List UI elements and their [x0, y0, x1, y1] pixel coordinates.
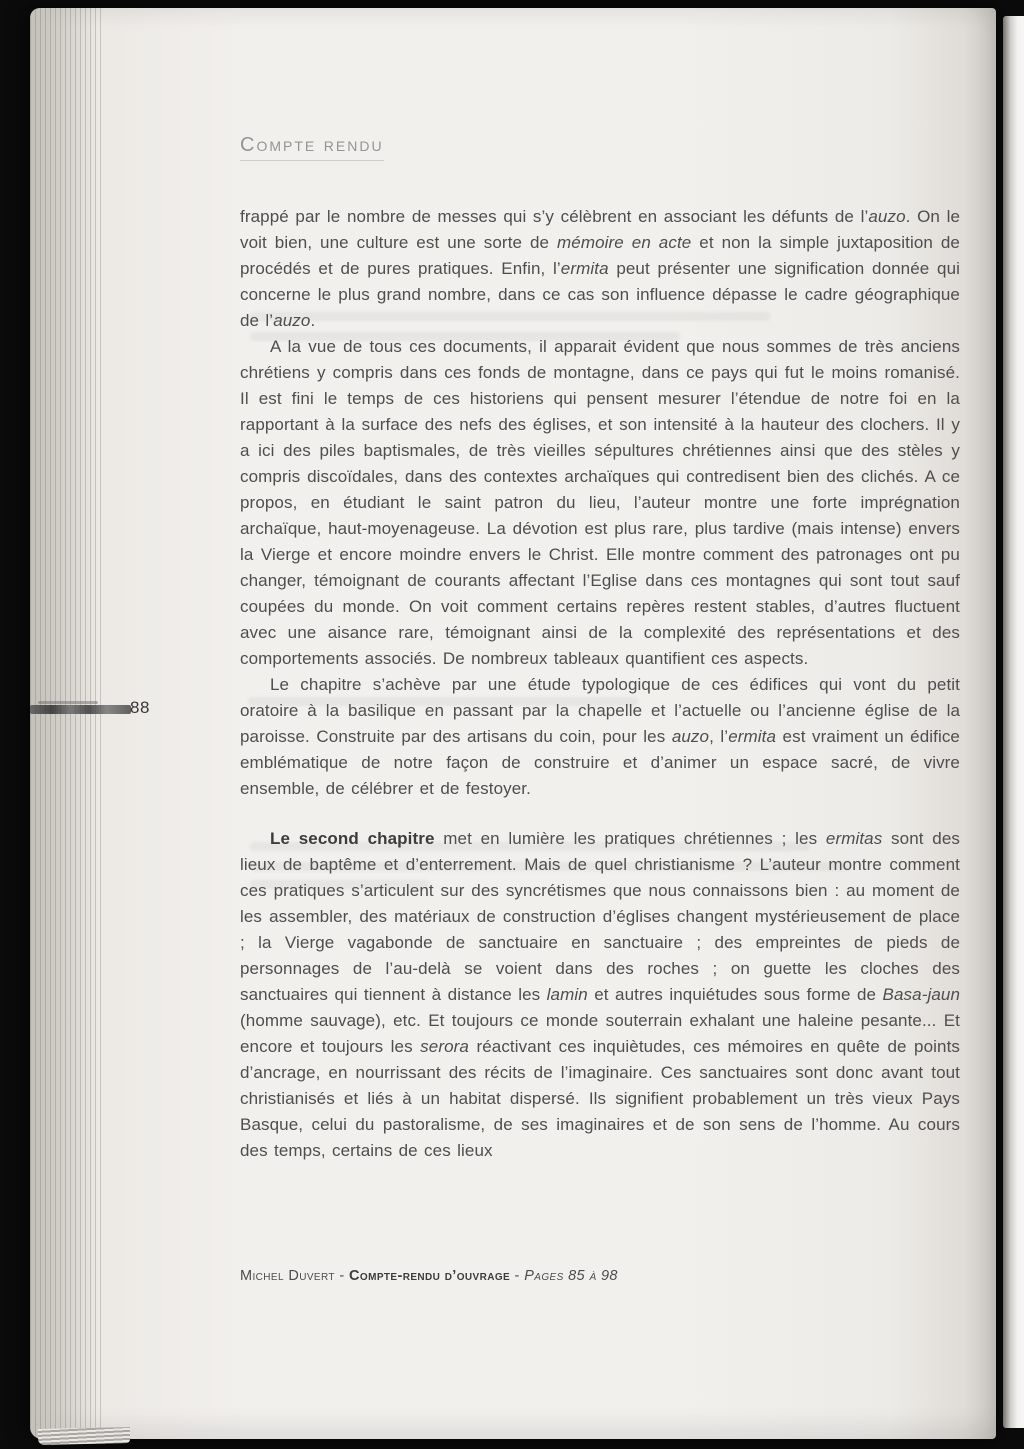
footer-author: Michel Duvert: [240, 1268, 335, 1284]
footer-page-range: Pages 85 à 98: [524, 1268, 618, 1284]
text-segment: auzo: [671, 727, 710, 746]
text-segment: , l’: [709, 727, 729, 746]
text-segment: est vraiment un édifice emblématique de notre façon de construire et d’animer un espace sacré, de vivre ensemble, de célébrer et de festoyer.: [240, 727, 960, 798]
footer-separator: -: [334, 1268, 350, 1284]
text-segment: A la vue de tous ces documents, il apparait évident que nous sommes de très anciens chrétiens y compris dans ces fonds de montagne, dans ce pays qui fut le moins romanisé. Il est fini le temps de ces historiens qui pensent mesurer l’étendue de notre foi en la rapportant à la surface des nefs des églises, et son intensité à la hauteur des clochers. Il y a ici des piles baptismales, de très vieilles sépultures chrétiennes ainsi que des stèles y compris discoïdales, dans des contextes archaïques qui contredisent bien des clichés. A ce propos, en étudiant le saint patron du lieu, l’auteur montre une forte imprégnation archaïque, haut-moyenageuse. La dévotion est plus rare, plus tardive (mais intense) envers la Vierge et encore moindre envers le Christ. Elle montre comment des patronages ont pu changer, témoignant de courants affectant l’Eglise dans ces montagnes qui sont tout sauf coupées du monde. On voit comment certains repères restent stables, d’autres fluctuent avec une aisance rare, témoignant ainsi de la complexité des représentations et des comportements associés. De nombreux tableaux quantifient ces aspects.: [240, 337, 960, 668]
text-segment: ermitas: [825, 829, 883, 848]
text-segment: serora: [420, 1037, 469, 1056]
book-page: [30, 8, 996, 1439]
paragraph: [240, 672, 960, 802]
text-segment: frappé par le nombre de messes qui s’y célèbrent en associant les défunts de l’: [240, 207, 869, 226]
text-segment: ermita: [560, 259, 609, 278]
text-segment: auzo: [868, 207, 906, 226]
text-segment: Basa-jaun: [882, 985, 960, 1004]
text-segment: sont des lieux de baptême et d’enterrement. Mais de quel christianisme ? L’auteur montre comment ces pratiques s’articulent sur des syncrétismes que nous connaissons bien : au moment de les assembler, des matériaux de construction d’églises changent mystérieusement de place ; la Vierge vagabonde de sanctuaire en sanctuaire ; des empreintes de pieds de personnages de l’au-delà se voient dans des roches ; on guette les cloches des sanctuaires qui tiennent à distance les: [240, 829, 961, 1004]
text-segment: et non la simple juxtaposition de procédés et de pures pratiques. Enfin, l’: [240, 233, 960, 278]
text-segment: Le second chapitre: [270, 829, 435, 848]
bottom-page-edges: [38, 1427, 130, 1445]
text-segment: Le chapitre s’achève par une étude typologique de ces édifices qui vont du petit oratoire à la basilique en passant par la chapelle et l’actuelle ou l’ancienne église de la paroisse. Construite par des artisans du coin, pour les: [240, 675, 960, 746]
text-segment: .: [310, 311, 316, 330]
footer-separator: -: [510, 1268, 525, 1284]
text-segment: ermita: [728, 727, 777, 746]
text-segment: et autres inquiétudes sous forme de: [587, 985, 883, 1004]
paragraph: [240, 826, 960, 1164]
text-segment: met en lumière les pratiques chrétiennes ; les: [434, 829, 826, 848]
body-text: [240, 204, 960, 1164]
page-edge-mark: [30, 705, 131, 714]
text-segment: peut présenter une signification donnée qui concerne le plus grand nombre, dans ce cas son influence dépasse le cadre géographique de l’: [240, 259, 961, 330]
text-segment: (homme sauvage), etc. Et toujours ce monde souterrain exhalant une haleine pesante... Et encore et toujours les: [240, 1011, 960, 1056]
text-segment: mémoire en acte: [557, 233, 692, 252]
paragraph: [240, 204, 960, 334]
text-segment: lamin: [546, 985, 588, 1004]
running-head: [240, 134, 384, 161]
page-stack-edges: [30, 8, 102, 1439]
page-number: 88: [130, 698, 150, 717]
next-page-edge: [1003, 16, 1024, 1428]
footer-work-title: Compte-rendu d’ouvrage: [349, 1268, 511, 1284]
text-segment: . On le voit bien, une culture est une sorte de: [240, 207, 961, 252]
text-segment: réactivant ces inquiètudes, ces mémoires en quête de points d’ancrage, en nourrissant des récits de l’imaginaire. Ces sanctuaires sont donc avant tout christianisés et liés à un habitat dispersé. Ils signifient probablement un très vieux Pays Basque, celui du pastoralisme, de ses imaginaires et de son sens de l’homme. Au cours des temps, certains de ces lieux: [240, 1037, 960, 1160]
paragraph: [240, 334, 960, 672]
page-footer: [240, 1268, 618, 1284]
text-segment: auzo: [273, 311, 311, 330]
page-header: Compte rendu: [240, 134, 384, 161]
